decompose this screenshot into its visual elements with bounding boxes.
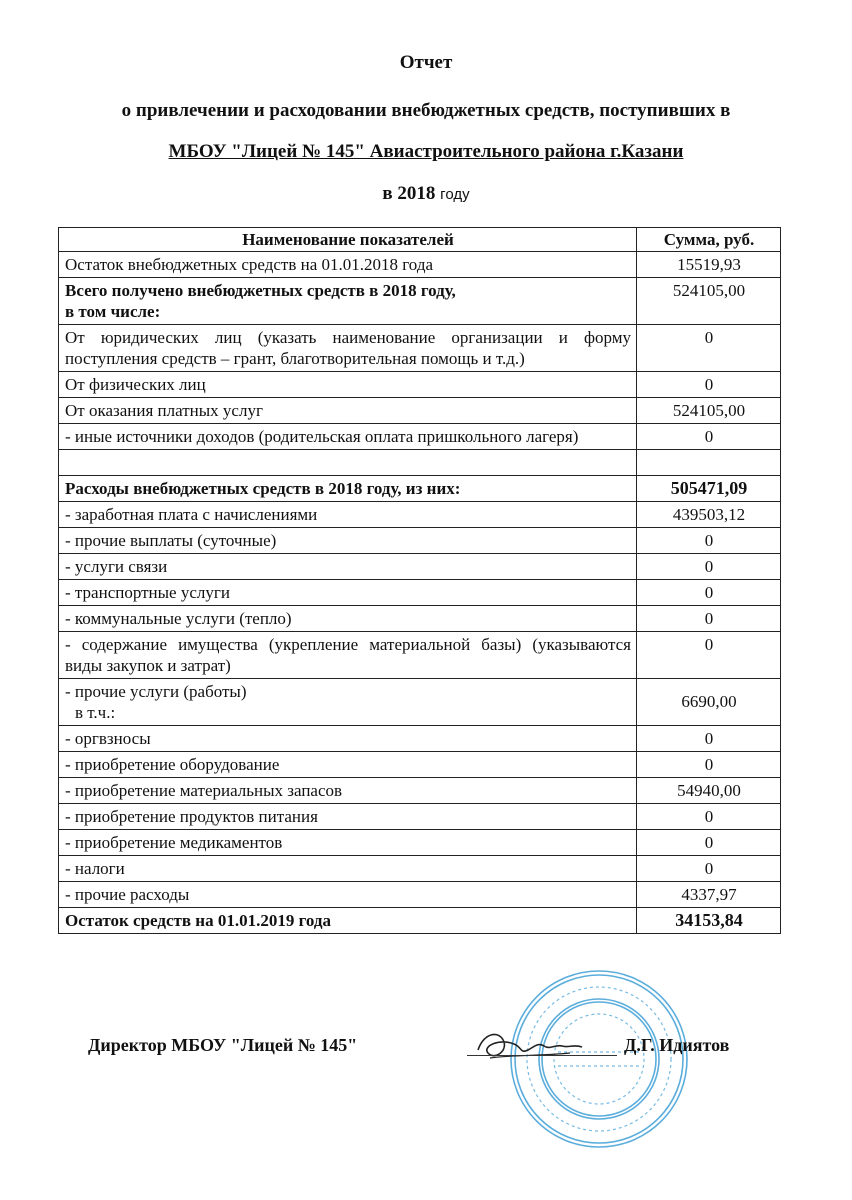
- row-name: - иные источники доходов (родительская оплата пришкольного лагеря): [59, 424, 637, 450]
- row-value: 0: [637, 325, 781, 372]
- row-value: 0: [637, 830, 781, 856]
- table-row: [59, 278, 781, 325]
- table-row: [59, 424, 781, 450]
- row-name: - оргвзносы: [59, 726, 637, 752]
- row-value: 0: [637, 804, 781, 830]
- row-value: 505471,09: [637, 476, 781, 502]
- row-value: 0: [637, 554, 781, 580]
- table-row: [59, 252, 781, 278]
- row-name: От оказания платных услуг: [59, 398, 637, 424]
- row-value: 0: [637, 726, 781, 752]
- report-table: [58, 227, 781, 934]
- table-row: [59, 804, 781, 830]
- column-header-sum: Сумма, руб.: [637, 228, 781, 252]
- row-name: - приобретение медикаментов: [59, 830, 637, 856]
- table-row-empty: [59, 450, 781, 476]
- table-row: [59, 778, 781, 804]
- report-year: в 2018 году: [382, 183, 470, 204]
- row-value: 15519,93: [637, 252, 781, 278]
- row-name: - коммунальные услуги (тепло): [59, 606, 637, 632]
- row-value: 0: [637, 856, 781, 882]
- table-row: [59, 679, 781, 726]
- row-value: 0: [637, 580, 781, 606]
- row-value: 4337,97: [637, 882, 781, 908]
- director-signature: [470, 1020, 590, 1070]
- row-name: От юридических лиц (указать наименование организации и форму поступления средств – грант, благотворительная помощь и т.д.): [59, 325, 637, 372]
- row-name: - транспортные услуги: [59, 580, 637, 606]
- table-row: [59, 476, 781, 502]
- table-row: [59, 528, 781, 554]
- signature-line: [467, 1055, 617, 1056]
- school-name: МБОУ "Лицей № 145" Авиастроительного района г.Казани: [168, 141, 684, 162]
- row-name: Расходы внебюджетных средств в 2018 году, из них:: [59, 476, 637, 502]
- row-value: 524105,00: [637, 398, 781, 424]
- row-value: 0: [637, 606, 781, 632]
- row-name: [59, 450, 637, 476]
- table-row: [59, 856, 781, 882]
- table-row: [59, 325, 781, 372]
- table-row: [59, 752, 781, 778]
- row-value: 0: [637, 632, 781, 679]
- row-value: 0: [637, 528, 781, 554]
- table-row: [59, 502, 781, 528]
- report-subtitle: о привлечении и расходовании внебюджетных средств, поступивших в: [121, 100, 731, 121]
- row-name: - прочие выплаты (суточные): [59, 528, 637, 554]
- row-name: - прочие услуги (работы) в т.ч.:: [59, 679, 637, 726]
- row-value: 34153,84: [637, 908, 781, 934]
- row-value: 0: [637, 372, 781, 398]
- row-value: 0: [637, 424, 781, 450]
- row-name: - услуги связи: [59, 554, 637, 580]
- table-row: [59, 372, 781, 398]
- report-title: Отчет: [399, 52, 453, 73]
- row-value: 54940,00: [637, 778, 781, 804]
- table-row: [59, 606, 781, 632]
- row-name: Остаток средств на 01.01.2019 года: [59, 908, 637, 934]
- row-value: [637, 450, 781, 476]
- row-name: От физических лиц: [59, 372, 637, 398]
- row-value: 6690,00: [637, 679, 781, 726]
- row-name: - заработная плата с начислениями: [59, 502, 637, 528]
- table-header-row: [59, 228, 781, 252]
- row-name: - прочие расходы: [59, 882, 637, 908]
- row-value: 439503,12: [637, 502, 781, 528]
- table-row: [59, 882, 781, 908]
- row-name: Всего получено внебюджетных средств в 2018 году, в том числе:: [59, 278, 637, 325]
- table-row: [59, 632, 781, 679]
- director-name: Д.Г. Идиятов: [624, 1035, 730, 1055]
- table-row: [59, 726, 781, 752]
- row-name: - приобретение продуктов питания: [59, 804, 637, 830]
- row-value: 524105,00: [637, 278, 781, 325]
- row-name: - приобретение материальных запасов: [59, 778, 637, 804]
- director-position: Директор МБОУ "Лицей № 145": [88, 1035, 358, 1055]
- row-name: - содержание имущества (укрепление материальной базы) (указываются виды закупок и затрат): [59, 632, 637, 679]
- column-header-name: Наименование показателей: [59, 228, 637, 252]
- table-row: [59, 554, 781, 580]
- table-row: [59, 830, 781, 856]
- row-name: - приобретение оборудование: [59, 752, 637, 778]
- row-name: Остаток внебюджетных средств на 01.01.2018 года: [59, 252, 637, 278]
- table-row-total: [59, 908, 781, 934]
- table-row: [59, 580, 781, 606]
- row-value: 0: [637, 752, 781, 778]
- table-row: [59, 398, 781, 424]
- row-name: - налоги: [59, 856, 637, 882]
